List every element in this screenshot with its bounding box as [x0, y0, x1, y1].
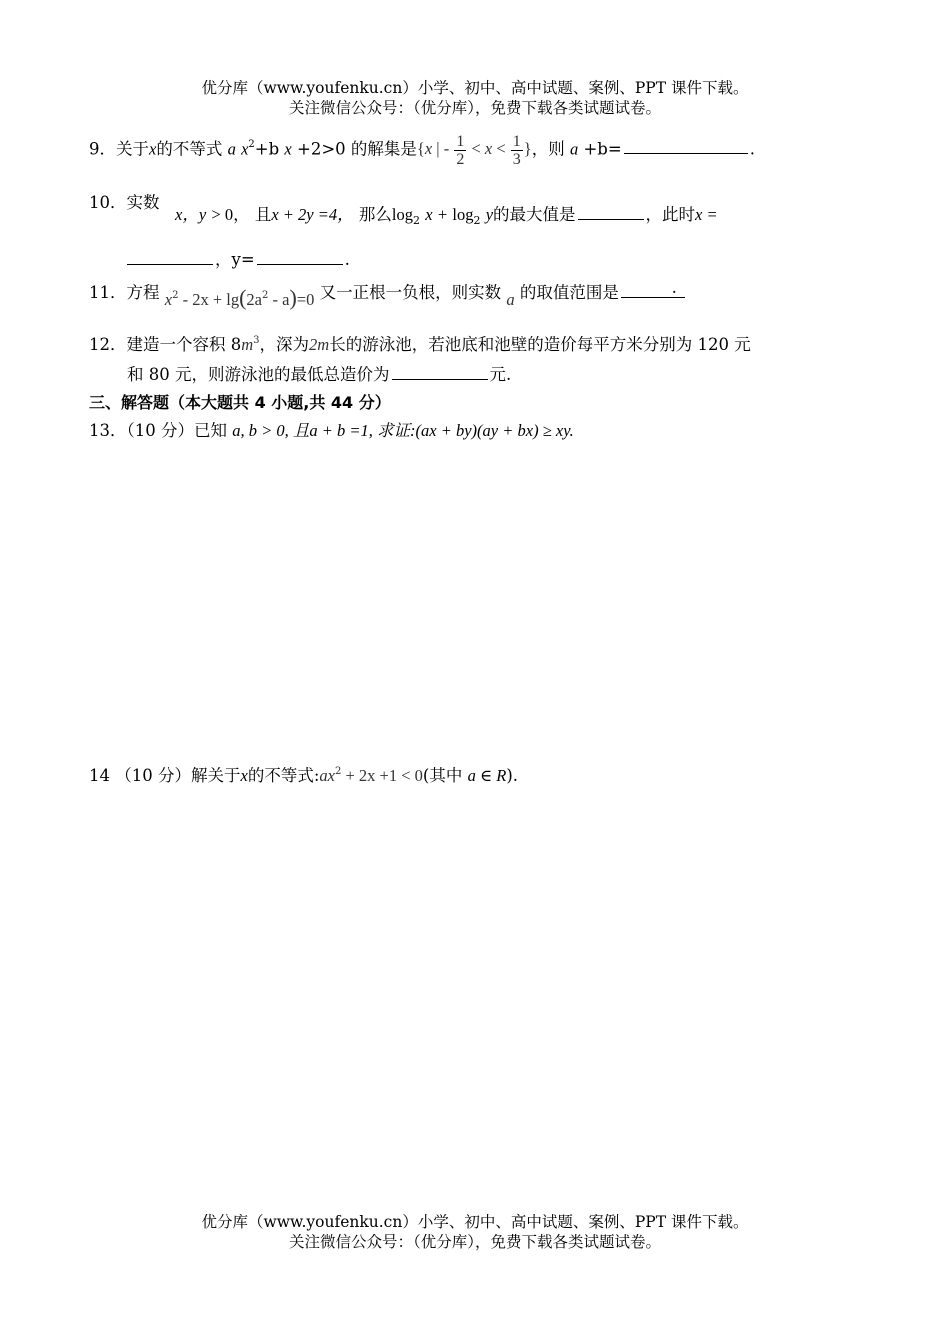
q11-var-a: a: [506, 290, 515, 309]
question-10-line-1: [175, 203, 865, 228]
q12-unit-exp: 3: [253, 335, 260, 346]
q14-text-4: ).: [506, 766, 519, 785]
q9-expr-rest: +2>0 的解集是: [297, 139, 417, 159]
q10-eq: x + 2y =4，: [271, 205, 354, 224]
q11-text-1: 方程: [126, 283, 160, 302]
header-line-2: 关注微信公众号：（优分库），免费下载各类试题试卷。: [288, 99, 661, 117]
q14-condition: a ∈ R: [467, 766, 507, 785]
q10-answer-blank-3[interactable]: [257, 248, 343, 265]
q12-unit-m: m: [241, 335, 254, 354]
q12-number: 12．: [89, 335, 127, 354]
q9-end: .: [749, 139, 755, 159]
q14-var-x: x: [240, 766, 248, 785]
q10-plus: +: [437, 205, 448, 224]
q10-log-y: y: [485, 205, 494, 224]
q9-expr-b: +b: [254, 139, 280, 159]
q10-text-4: 的最大值是: [493, 205, 576, 224]
q10-log-2: log: [452, 205, 474, 224]
q12-answer-blank[interactable]: [392, 363, 488, 380]
q9-fraction-third: $\frac{1}{3}$: [512, 133, 521, 168]
q10-log-x: x: [425, 205, 433, 224]
q9-var-x: x: [149, 139, 157, 159]
q10-text-6: ，y=: [215, 250, 255, 269]
q10-gt: > 0，: [211, 205, 250, 224]
q10-text-3: 那么: [358, 205, 392, 224]
q10-text-2: 且: [254, 205, 272, 224]
question-13: [89, 420, 864, 442]
q14-number: 14: [89, 766, 110, 785]
q10-x-eq: x =: [695, 205, 718, 224]
q10-vars: x，y: [175, 205, 207, 224]
q14-answer-space[interactable]: [89, 795, 864, 1195]
q10-answer-blank-2[interactable]: [127, 248, 213, 265]
q14-text-1: （10 分）解关于: [115, 766, 241, 785]
section-3-heading: 三、解答题（本大题共 4 小题,共 44 分）: [89, 393, 391, 412]
q10-text-5: ，此时: [645, 205, 696, 224]
q9-exponent: 2: [248, 139, 255, 151]
q9-text-4: +b=: [583, 139, 622, 159]
q11-answer-blank[interactable]: .: [621, 281, 685, 298]
q12-text-1: 建造一个容积 8: [126, 335, 242, 354]
q10-base-2: 2: [473, 214, 481, 227]
q10-number: 10．: [89, 193, 127, 212]
q10-answer-blank-1[interactable]: [578, 203, 644, 220]
q11-equation: $x^2 - 2x + \lg(2a^2 - a)=0$: [164, 285, 315, 310]
page-header: [0, 78, 950, 118]
q14-inequality: $ax^2 + 2x +1 < 0$: [319, 766, 423, 785]
question-11: [89, 278, 864, 310]
q9-text-1: 关于: [116, 139, 149, 159]
footer-line-1: 优分库（www.youfenku.cn）小学、初中、高中试题、案例、PPT 课件下载。: [201, 1213, 749, 1231]
page-footer: [0, 1212, 950, 1252]
q12-text-2: ，深为: [259, 335, 310, 354]
q13-number: 13．: [89, 421, 127, 440]
q9-var-a: a: [569, 139, 579, 159]
q10-base-1: 2: [412, 214, 420, 227]
q12-text-3: 长的游泳池，若池底和池壁的造价每平方米分别为 120 元: [329, 335, 751, 354]
q9-fraction-half: $\frac{1}{2}$: [456, 133, 465, 168]
q14-text-2: 的不等式:: [247, 766, 320, 785]
question-14: [89, 765, 864, 790]
question-10-line-2: [127, 248, 827, 271]
question-9: [89, 133, 864, 168]
q9-text-3: ，则: [531, 139, 565, 159]
q10-log-1: log: [391, 205, 413, 224]
q10-text-1: 实数: [126, 193, 160, 212]
q9-text-2: 的不等式: [156, 139, 223, 159]
header-line-1: 优分库（www.youfenku.cn）小学、初中、高中试题、案例、PPT 课件下载。: [201, 79, 749, 97]
q9-expr-x: x: [241, 139, 249, 159]
q13-expression: a, b > 0, 且a + b =1, 求证:(ax + by)(ay + bx) ≥ xy.: [232, 421, 574, 440]
footer-line-2: 关注微信公众号：（优分库），免费下载各类试题试卷。: [288, 1233, 661, 1251]
q10-end: .: [344, 250, 350, 269]
q11-number: 11．: [89, 283, 127, 302]
q9-expr-a: a: [227, 139, 236, 159]
q12-text-4: 和 80 元，则游泳池的最低总造价为: [127, 365, 390, 384]
q12-depth: 2m: [309, 335, 330, 354]
q9-answer-blank[interactable]: [624, 137, 748, 154]
q11-text-3: 的取值范围是: [519, 283, 619, 302]
question-12: [89, 334, 864, 359]
q12-text-5: 元.: [489, 365, 512, 384]
q14-text-3: (其中: [422, 766, 463, 785]
q9-solution-set: {x | - $\frac{1}{2}$ < x < $\frac{1}{3}$ }: [416, 133, 532, 168]
q13-text-1: （10 分）已知: [126, 421, 227, 440]
q9-number: 9．: [89, 139, 116, 159]
q13-answer-space[interactable]: [89, 450, 864, 750]
q9-expr-x2: x: [284, 139, 292, 159]
question-12-line-2: [127, 363, 827, 386]
q11-text-2: 又一正根一负根，则实数: [319, 283, 502, 302]
